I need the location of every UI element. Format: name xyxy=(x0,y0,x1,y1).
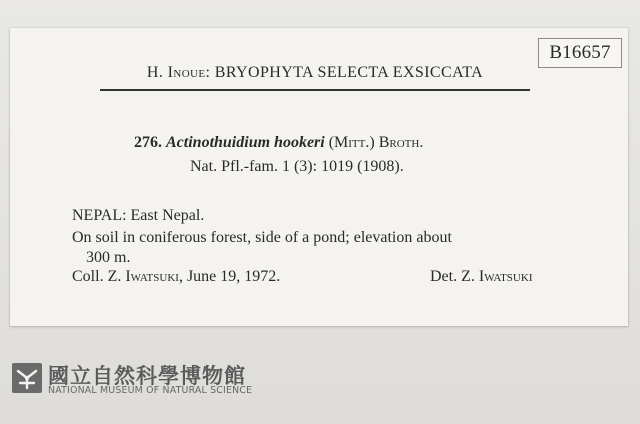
collector-header: H. Inoue: xyxy=(146,64,211,81)
header-rule xyxy=(100,89,530,91)
series-title: BRYOPHYTA SELECTA EXSICCATA xyxy=(214,64,484,81)
collector-line xyxy=(72,268,280,286)
habitat-line-2: 300 m. xyxy=(86,249,131,266)
collection-date: , June 19, 1972. xyxy=(178,268,281,285)
determiner-prefix: Det. Z. xyxy=(430,268,475,285)
determiner-line xyxy=(430,268,532,286)
determiner-name: Iwatsuki xyxy=(478,268,533,285)
collector-prefix: Coll. Z. xyxy=(72,268,122,285)
institution-name-english: NATIONAL MUSEUM OF NATURAL SCIENCE xyxy=(48,385,253,396)
literature-citation: Nat. Pfl.-fam. 1 (3): 1019 (1908). xyxy=(190,158,404,175)
institution-name-chinese: 國立自然科學博物館 xyxy=(48,364,246,388)
catalog-number: B16657 xyxy=(549,42,611,63)
species-line xyxy=(134,134,423,152)
collector-name: Iwatsuki xyxy=(125,268,179,285)
species-authority: Broth. xyxy=(378,134,424,151)
series-header xyxy=(100,64,530,82)
locality-country: NEPAL: East Nepal. xyxy=(72,207,205,224)
habitat-line-1: On soil in coniferous forest, side of a pond; elevation about xyxy=(72,229,452,246)
species-name: Actinothuidium hookeri xyxy=(166,134,325,151)
species-authority-parenthetical: (Mitt.) xyxy=(328,134,375,151)
catalog-number-tag xyxy=(538,38,622,68)
museum-logo-icon xyxy=(12,363,42,393)
specimen-number: 276. xyxy=(134,134,162,151)
